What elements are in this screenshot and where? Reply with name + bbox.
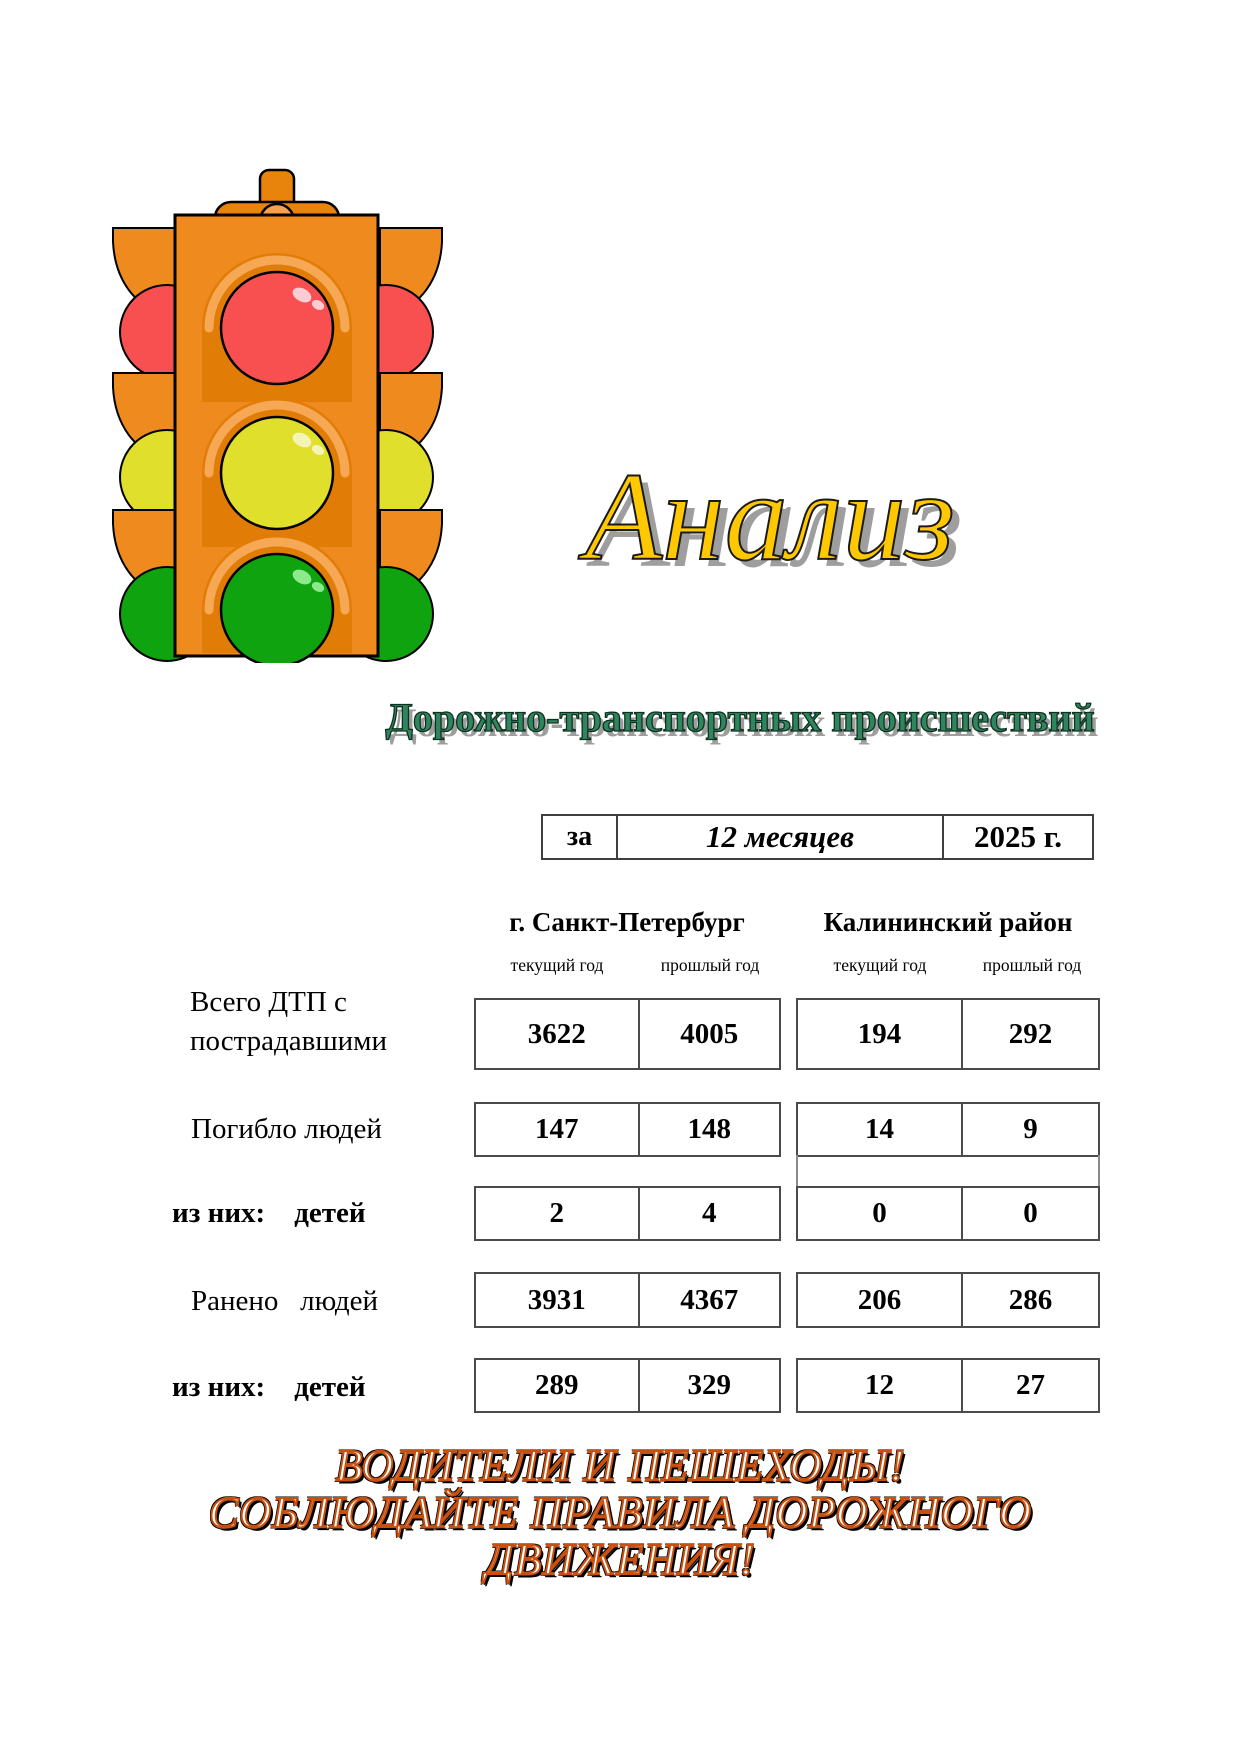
kal-table-connector <box>796 1155 1100 1188</box>
traffic-light-illustration <box>105 148 450 663</box>
spb-box-row-3 <box>474 1186 781 1241</box>
row-label-people-injured: Ранено людей <box>191 1285 378 1317</box>
value-cell: 194 <box>798 1000 963 1068</box>
subheader-kal-current-year: текущий год <box>833 955 927 975</box>
value-cell: 4367 <box>680 1283 739 1316</box>
column-header-kalininsky: Калининский район <box>823 907 1073 937</box>
value-cell: 148 <box>687 1113 732 1145</box>
kal-box-row-2 <box>796 1102 1100 1157</box>
value-cell: 27 <box>1016 1369 1045 1401</box>
value-cell: 147 <box>476 1104 640 1155</box>
period-year-cell: 2025 г. <box>973 819 1063 854</box>
kal-box-row-5 <box>796 1358 1100 1413</box>
value-cell: 4 <box>702 1197 717 1229</box>
value-cell: 329 <box>687 1369 732 1401</box>
value-cell: 2 <box>476 1188 640 1239</box>
value-cell: 14 <box>798 1104 963 1155</box>
value-cell: 286 <box>1008 1283 1053 1316</box>
value-cell: 0 <box>1023 1197 1038 1229</box>
kal-box-row-1 <box>796 998 1100 1070</box>
period-table <box>541 814 1094 860</box>
row-label-of-them-children-injured: из них: детей <box>172 1371 366 1403</box>
value-cell: 12 <box>798 1360 963 1411</box>
footer-line-2: СОБЛЮДАЙТЕ ПРАВИЛА ДОРОЖНОГО <box>209 1488 1032 1537</box>
page-subtitle-wordart: Дорожно-транспортных происшествий <box>385 695 1095 740</box>
green-light <box>221 554 333 663</box>
period-prefix-cell: за <box>543 816 618 858</box>
row-label-of-them-children-died: из них: детей <box>172 1197 366 1229</box>
footer-slogan-wordart <box>120 1442 1121 1583</box>
spb-box-row-4 <box>474 1272 781 1328</box>
spb-box-row-5 <box>474 1358 781 1413</box>
value-cell: 3622 <box>476 1000 640 1068</box>
footer-line-1: ВОДИТЕЛИ И ПЕШЕХОДЫ! <box>335 1441 906 1490</box>
value-cell: 206 <box>798 1274 963 1326</box>
row-label-people-died: Погибло людей <box>191 1113 382 1145</box>
yellow-light <box>221 417 333 529</box>
value-cell: 3931 <box>476 1274 640 1326</box>
kal-box-row-3 <box>796 1186 1100 1241</box>
red-light <box>221 272 333 384</box>
spb-box-row-2 <box>474 1102 781 1157</box>
value-cell: 0 <box>798 1188 963 1239</box>
period-months-cell: 12 месяцев <box>618 816 944 858</box>
subheader-spb-previous-year: прошлый год <box>660 955 760 975</box>
column-header-spb: г. Санкт-Петербург <box>509 907 745 937</box>
row-label-total-accidents: Всего ДТП с пострадавшими <box>190 986 388 1057</box>
page-title-wordart: Анализ <box>585 448 955 587</box>
footer-line-3: ДВИЖЕНИЯ! <box>485 1535 756 1584</box>
value-cell: 4005 <box>680 1017 739 1050</box>
spb-box-row-1 <box>474 998 781 1070</box>
subheader-kal-previous-year: прошлый год <box>982 955 1082 975</box>
value-cell: 292 <box>1008 1017 1053 1050</box>
subheader-spb-current-year: текущий год <box>510 955 604 975</box>
value-cell: 289 <box>476 1360 640 1411</box>
kal-box-row-4 <box>796 1272 1100 1328</box>
value-cell: 9 <box>1023 1113 1038 1145</box>
